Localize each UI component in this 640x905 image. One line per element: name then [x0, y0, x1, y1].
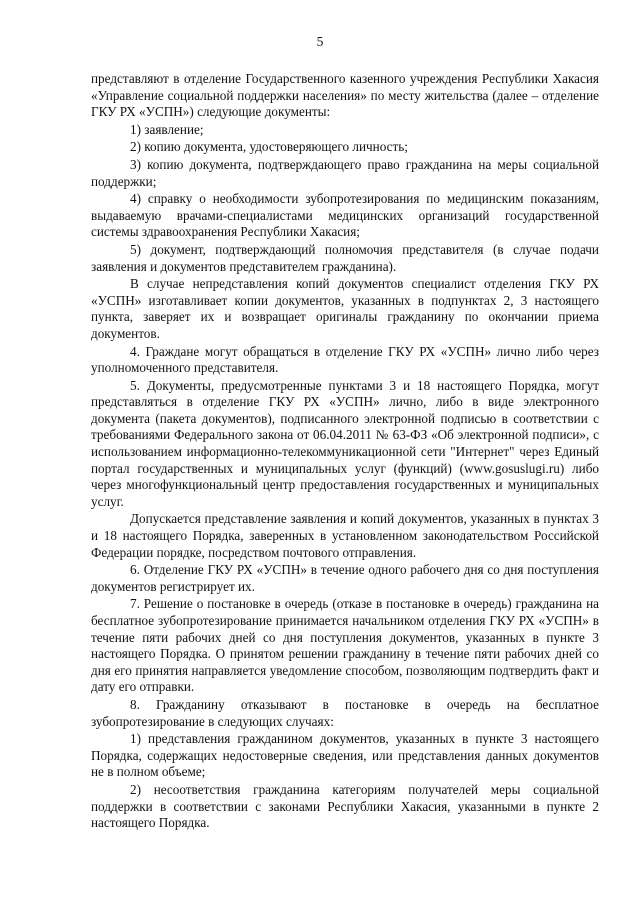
clause-4: 4. Граждане могут обращаться в отделение ГКУ РХ «УСПН» лично либо через уполномоченного представителя.	[91, 343, 599, 376]
list-item-4: 4) справку о необходимости зубопротезирования по медицинским показаниям, выдаваемую врачами-специалистами медицинских организаций государственной системы здравоохранения Республики Хакасия;	[91, 191, 599, 240]
page-number: 5	[316, 34, 324, 49]
document-body	[91, 71, 599, 833]
list-item-5: 5) документ, подтверждающий полномочия представителя (в случае подачи заявления и документов представителем гражданина).	[91, 241, 599, 274]
list-item-1: 1) заявление;	[130, 121, 204, 137]
clause-8: 8. Гражданину отказывают в постановке в очередь на бесплатное зубопротезирование в следующих случаях:	[91, 696, 599, 729]
clause-7: 7. Решение о постановке в очередь (отказе в постановке в очередь) гражданина на бесплатное зубопротезирование принимается начальником отделения ГКУ РХ «УСПН» в течение пяти рабочих дней со дня поступления документов, указанных в пункте 3 настоящего Порядка. О принятом решении гражданину в течение пяти рабочих дней со дня его принятия направляется уведомление способом, позволяющим подтвердить факт и дату его отправки.	[91, 596, 599, 695]
refusal-reason-1: 1) представления гражданином документов, указанных в пункте 3 настоящего Порядка, содержащих недостоверные сведения, или представления данных документов не в полном объеме;	[91, 731, 599, 780]
clause-6: 6. Отделение ГКУ РХ «УСПН» в течение одного рабочего дня со дня поступления документов регистрирует их.	[91, 562, 599, 594]
paragraph-postal: Допускается представление заявления и копий документов, указанных в пунктах 3 и 18 настоящего Порядка, заверенных в установленном законодательством Российской Федерации порядке, посредством почтового отправления.	[91, 511, 599, 560]
clause-5: 5. Документы, предусмотренные пунктами 3 и 18 настоящего Порядка, могут представляться в отделение ГКУ РХ «УСПН» лично, либо в виде электронного документа (пакета документов), подписанного электронной подписью в соответствии с требованиями Федерального закона от 06.04.2011 № 63-ФЗ «Об электронной подписи», с использованием информационно-телекоммуникационной сети "Интернет" через Единый портал государственных и муниципальных услуг (функций) (www.gosuslugi.ru) либо через многофункциональный центр предоставления государственных и муниципальных услуг.	[91, 377, 599, 509]
list-item-3: 3) копию документа, подтверждающего право гражданина на меры социальной поддержки;	[91, 156, 599, 189]
paragraph-intro: представляют в отделение Государственного казенного учреждения Республики Хакасия «Управление социальной поддержки населения» по месту жительства (далее – отделение ГКУ РХ «УСПН») следующие документы:	[91, 71, 599, 120]
refusal-reason-2: 2) несоответствия гражданина категориям получателей меры социальной поддержки в соответствии с законами Республики Хакасия, указанными в пункте 2 настоящего Порядка.	[91, 781, 599, 831]
list-item-2: 2) копию документа, удостоверяющего личность;	[130, 139, 408, 155]
paragraph-copies: В случае непредставления копий документов специалист отделения ГКУ РХ «УСПН» изготавливает копии документов, указанных в подпунктах 2, 3 настоящего пункта, заверяет их и возвращает оригиналы гражданину по окончании приема документов.	[91, 276, 599, 341]
